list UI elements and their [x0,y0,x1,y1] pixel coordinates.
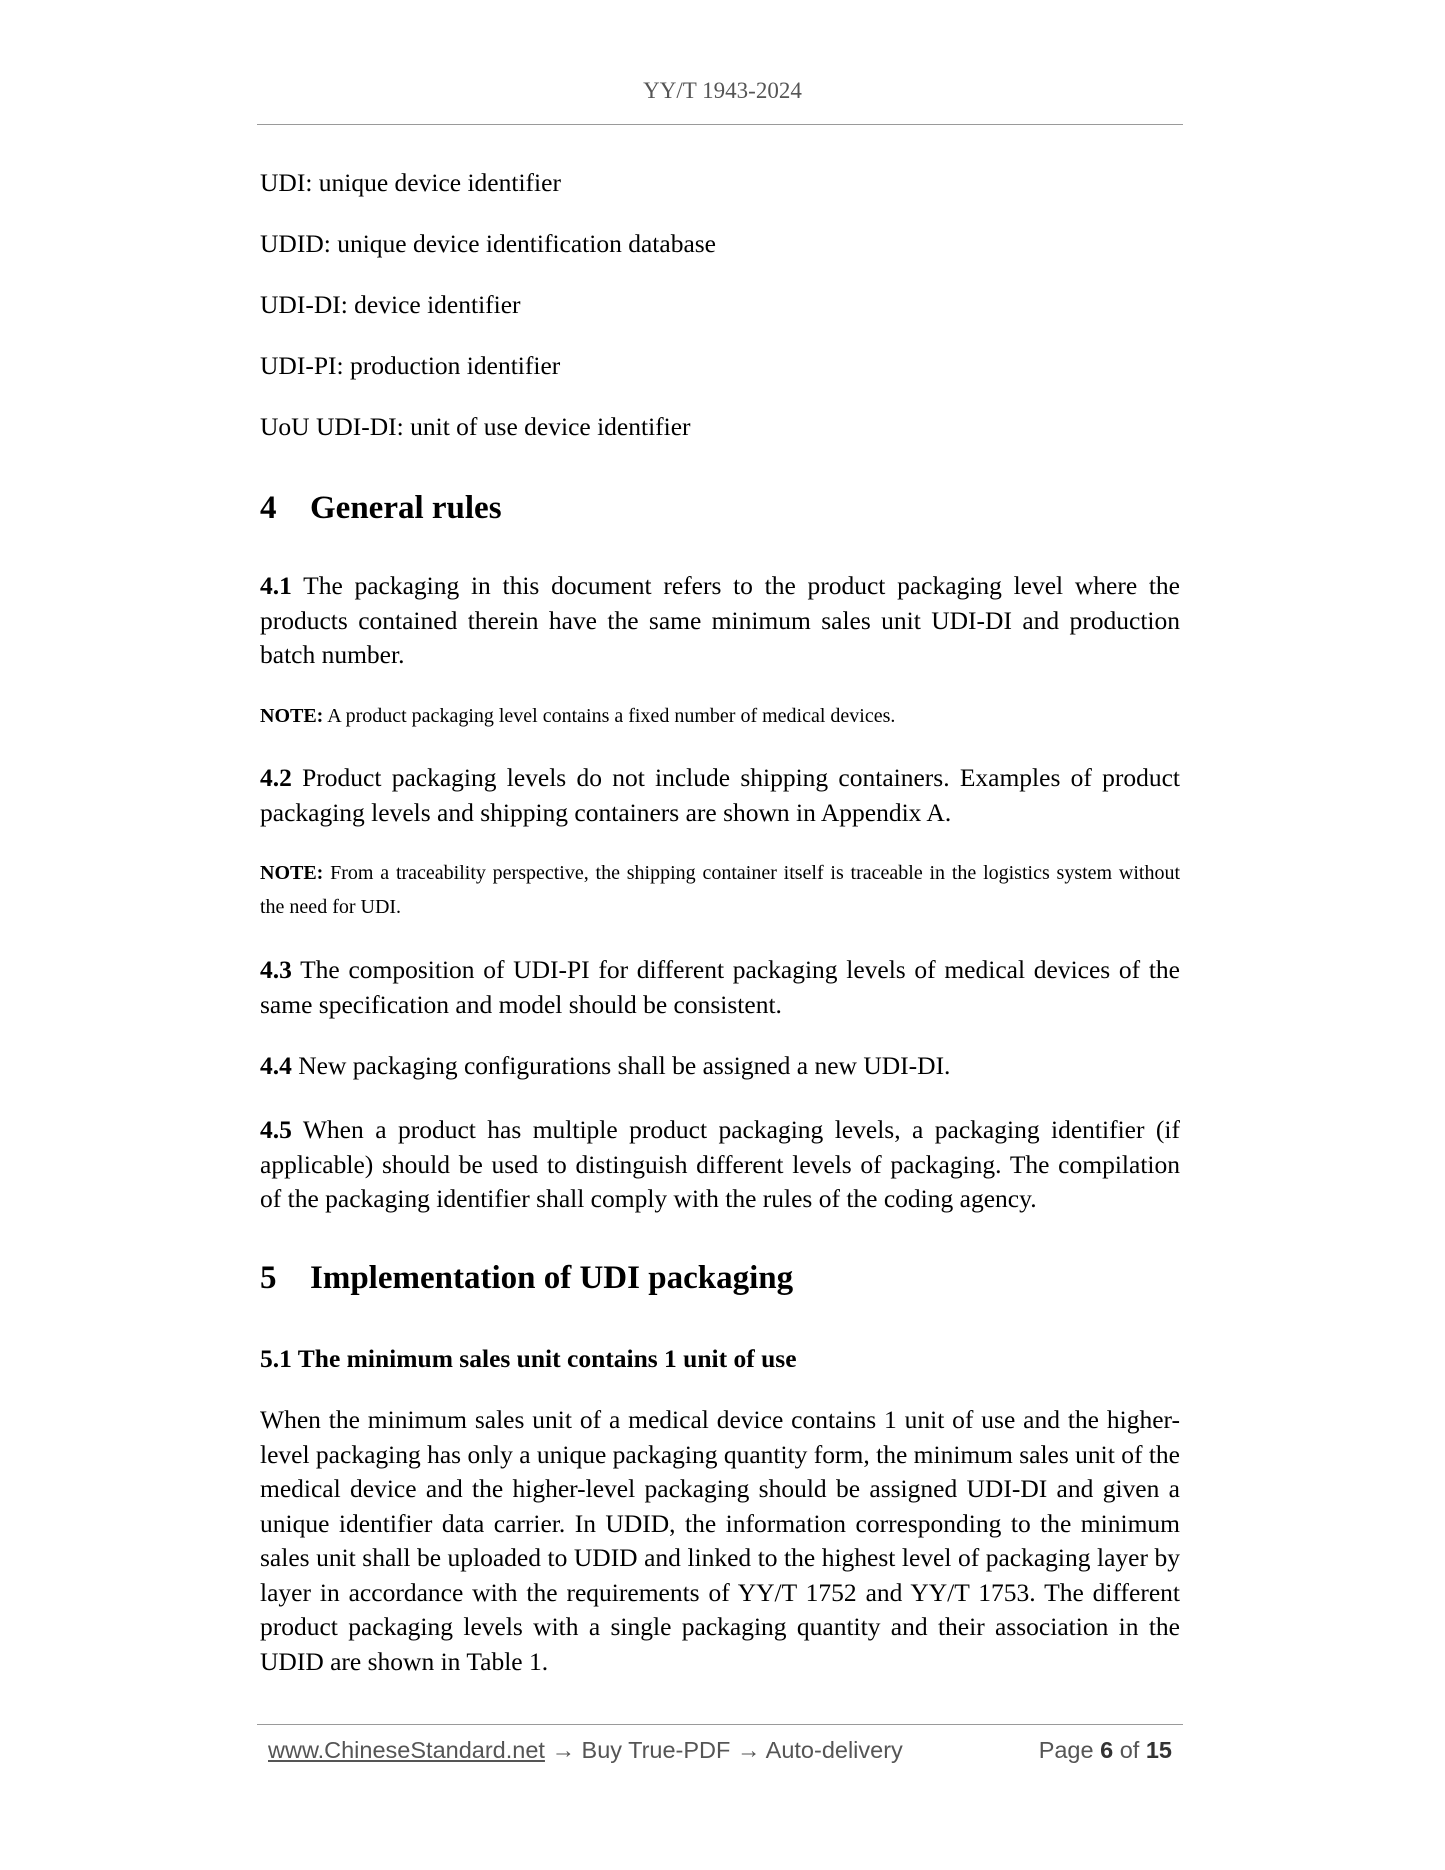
section-5-title: Implementation of UDI packaging [310,1260,794,1296]
clause-4-4-number: 4.4 [260,1051,292,1080]
header-divider [257,124,1183,125]
clause-4-3 [260,953,1180,1022]
note-1-text: A product packaging level contains a fixed number of medical devices. [327,705,896,727]
page-current: 6 [1100,1737,1114,1763]
page-header-doc-id: YY/T 1943-2024 [643,78,802,103]
section-4-number: 4 [260,490,277,526]
subsection-5-1-heading: 5.1 The minimum sales unit contains 1 unit of use [260,1344,797,1373]
clause-5-1-text: When the minimum sales unit of a medical device contains 1 unit of use and the higher-level packaging has only a unique packaging quantity form, the minimum sales unit of the medical device and the higher-level packaging should be assigned UDI-DI and given a unique identifier data carrier. In UDID, the information corresponding to the minimum sales unit shall be uploaded to UDID and linked to the highest level of packaging layer by layer in accordance with the requirements of YY/T 1752 and YY/T 1753. The different product packaging levels with a single packaging quantity and their association in the UDID are shown in Table 1. [260,1405,1180,1676]
section-4-heading [260,488,502,528]
site-link[interactable]: www.ChineseStandard.net [268,1737,545,1763]
abbreviation-udid: UDID: unique device identification database [260,229,716,258]
clause-4-5-number: 4.5 [260,1115,292,1144]
page-of-label: of [1119,1737,1140,1763]
page-label: Page [1038,1737,1094,1763]
clause-4-1 [260,569,1180,673]
footer-links [268,1737,903,1764]
clause-4-1-number: 4.1 [260,571,292,600]
clause-4-2-text: Product packaging levels do not include shipping containers. Examples of product packaging levels and shipping containers are shown in Appendix A. [260,763,1181,827]
clause-4-3-text: The composition of UDI-PI for different packaging levels of medical devices of the same specification and model should be consistent. [260,955,1180,1019]
page-total: 15 [1145,1737,1172,1763]
page-indicator [1039,1737,1172,1764]
section-5-heading [260,1258,793,1298]
auto-delivery-text: Auto-delivery [765,1737,903,1763]
section-5-number: 5 [260,1260,277,1296]
buy-true-pdf-text: Buy True-PDF [581,1737,731,1763]
abbreviation-udi: UDI: unique device identifier [260,168,561,197]
arrow-right-icon: → [551,1737,575,1763]
note-1 [260,699,1180,733]
clause-4-5-text: When a product has multiple product packaging levels, a packaging identifier (if applicable) should be used to distinguish different levels of packaging. The compilation of the packaging identifier shall comply with the rules of the coding agency. [260,1115,1180,1213]
abbreviation-uou-udi-di: UoU UDI-DI: unit of use device identifier [260,412,691,441]
page-footer [268,1737,1180,1769]
footer-divider [257,1724,1183,1725]
clause-4-3-number: 4.3 [260,955,292,984]
note-1-label: NOTE: [260,705,324,727]
abbreviation-udi-pi: UDI-PI: production identifier [260,351,561,380]
clause-4-2-number: 4.2 [260,763,292,792]
note-2 [260,856,1180,924]
clause-4-1-text: The packaging in this document refers to the product packaging level where the products contained therein have the same minimum sales unit UDI-DI and production batch number. [260,571,1180,669]
clause-4-4 [260,1049,1180,1084]
arrow-right-icon: → [736,1737,761,1763]
clause-4-5 [260,1113,1180,1217]
note-2-label: NOTE: [260,862,324,884]
section-4-title: General rules [310,490,502,526]
note-2-text: From a traceability perspective, the shipping container itself is traceable in the logistics system without the need for UDI. [260,862,1180,918]
abbreviation-udi-di: UDI-DI: device identifier [260,290,521,319]
clause-4-4-text: New packaging configurations shall be assigned a new UDI-DI. [298,1051,951,1080]
clause-4-2 [260,761,1180,830]
